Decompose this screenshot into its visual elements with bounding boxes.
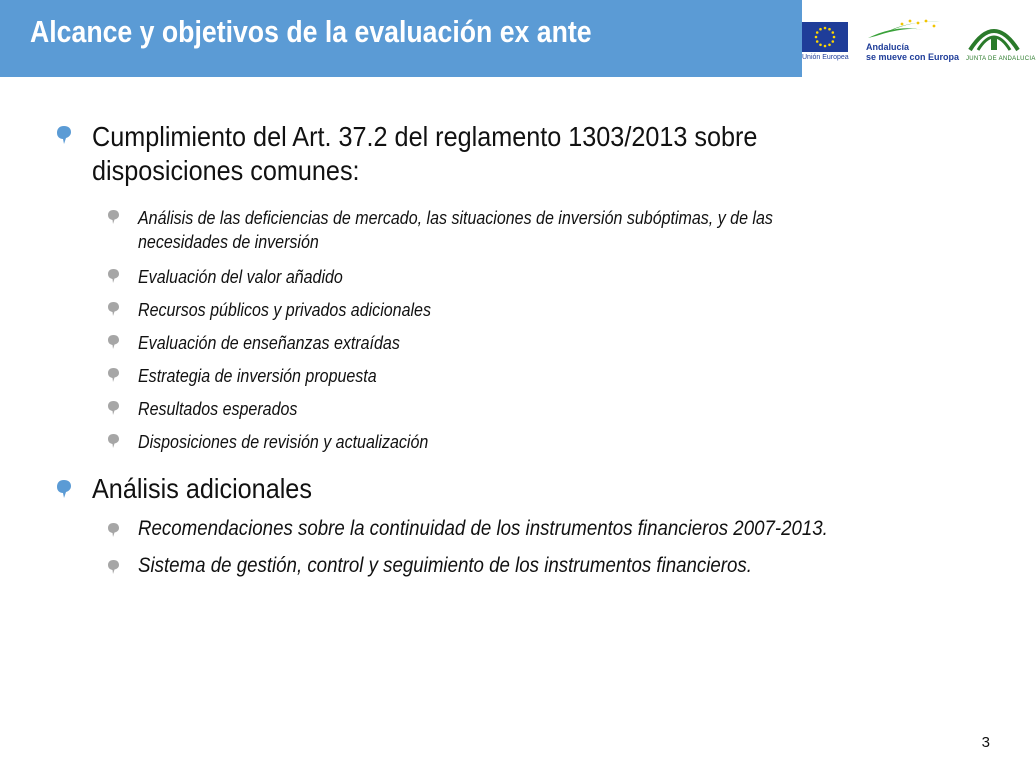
bullet-2-line1: Análisis adicionales — [92, 473, 312, 504]
bullet-secondary-icon — [107, 433, 120, 449]
bullet-secondary-icon — [107, 334, 120, 350]
bullet-primary-icon — [56, 125, 72, 145]
sub-bullet-2-1-text: Recomendaciones sobre la continuidad de los instrumentos financieros 2007-2013. — [138, 517, 828, 540]
bullet-primary-icon — [56, 479, 72, 499]
bullet-secondary-icon — [107, 367, 120, 383]
page-number: 3 — [981, 734, 990, 751]
sub-bullet-1-2-text: Evaluación del valor añadido — [138, 267, 343, 287]
eu-caption: Unión Europea — [802, 54, 849, 61]
sub-bullet-1-1-line1: Análisis de las deficiencias de mercado, las situaciones de inversión subóptimas, y de las — [138, 208, 773, 228]
bullet-secondary-icon — [107, 400, 120, 416]
sub-bullet-1-5 — [138, 364, 406, 388]
sub-bullet-1-4-text: Evaluación de enseñanzas extraídas — [138, 333, 400, 353]
bullet-1-line2: disposiciones comunes: — [92, 155, 360, 186]
sub-bullet-1-6-text: Resultados esperados — [138, 399, 298, 419]
bullet-secondary-icon — [107, 522, 120, 538]
sub-bullet-1-1 — [138, 206, 851, 254]
sub-bullet-2-2-text: Sistema de gestión, control y seguimiento de los instrumentos financieros. — [138, 554, 752, 577]
andalucia-line1: Andalucía — [866, 42, 910, 52]
bullet-secondary-icon — [107, 209, 120, 225]
sub-bullet-1-3-text: Recursos públicos y privados adicionales — [138, 300, 431, 320]
bullet-1-text — [92, 120, 831, 188]
sub-bullet-1-1-line2: necesidades de inversión — [138, 232, 319, 252]
sub-bullet-1-5-text: Estrategia de inversión propuesta — [138, 366, 377, 386]
andalucia-line2: se mueve con Europa — [866, 52, 960, 62]
sub-bullet-2-1 — [138, 517, 913, 541]
sub-bullet-1-2 — [138, 265, 368, 289]
sub-bullet-1-3 — [138, 298, 467, 322]
bullet-secondary-icon — [107, 301, 120, 317]
bullet-2-text — [92, 472, 336, 506]
bullet-secondary-icon — [107, 268, 120, 284]
slide-title: Alcance y objetivos de la evaluación ex ante — [30, 14, 592, 49]
sub-bullet-1-7-text: Disposiciones de revisión y actualización — [138, 432, 429, 452]
bullet-1-line1: Cumplimiento del Art. 37.2 del reglamento 1303/2013 sobre — [92, 121, 758, 152]
sub-bullet-1-4 — [138, 331, 432, 355]
junta-text: JUNTA DE ANDALUCIA — [966, 56, 1036, 62]
sub-bullet-1-6 — [138, 397, 317, 421]
sub-bullet-1-7 — [138, 430, 464, 454]
sub-bullet-2-2 — [138, 554, 828, 578]
bullet-secondary-icon — [107, 559, 120, 575]
